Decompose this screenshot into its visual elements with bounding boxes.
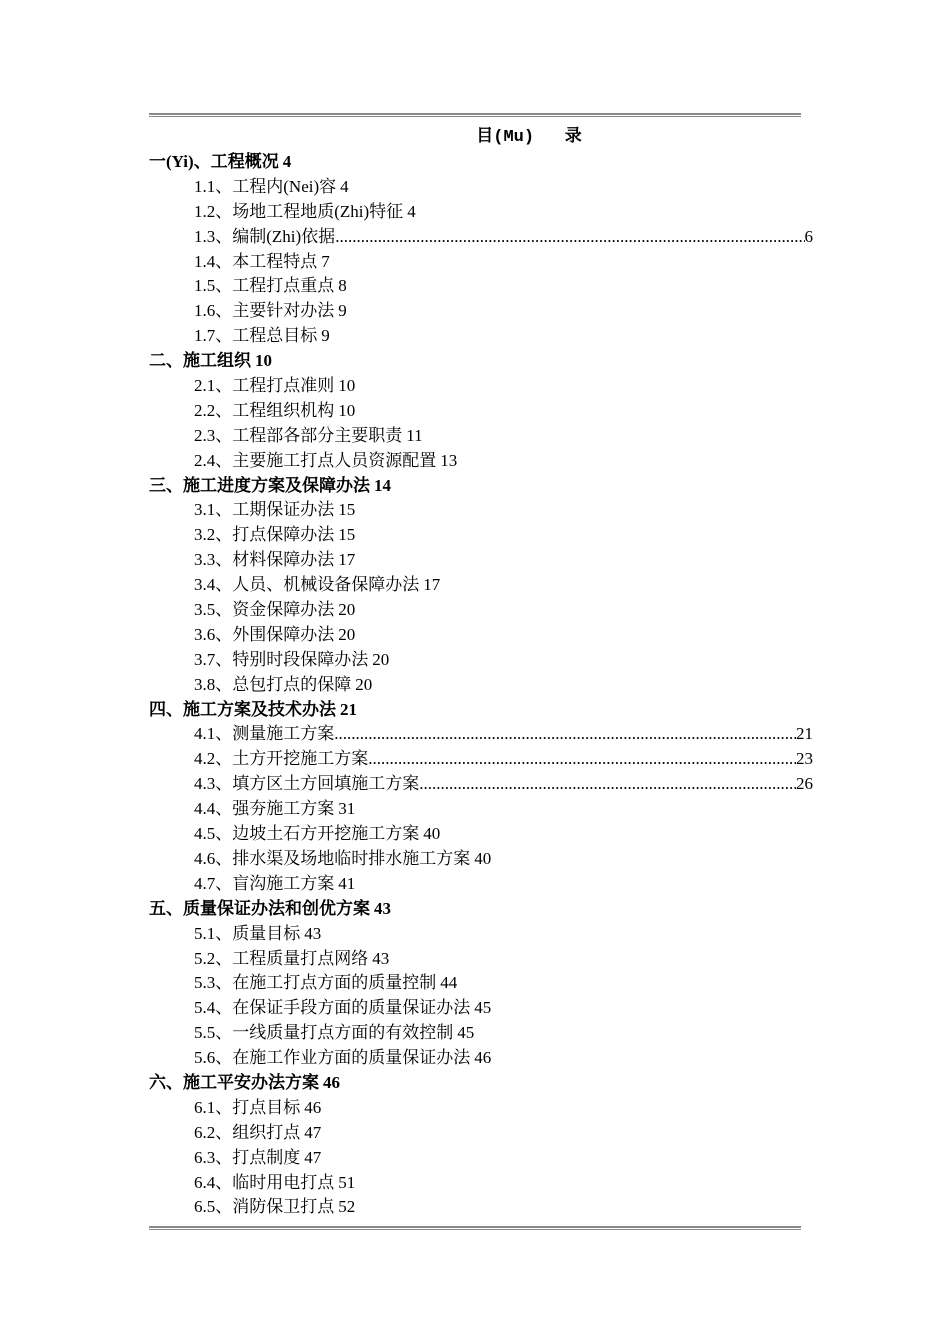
toc-section-entry[interactable] <box>149 1121 813 1146</box>
toc-dot-leader <box>368 747 796 772</box>
toc-entry-label: 3.4、人员、机械设备保障办法 <box>194 575 420 595</box>
toc-section-entry[interactable] <box>149 498 813 523</box>
toc-page-number: 9 <box>321 326 330 346</box>
toc-page-number: 8 <box>338 276 347 296</box>
toc-page-number: 17 <box>338 550 356 570</box>
toc-page-number: 40 <box>423 824 441 844</box>
toc-page-number: 20 <box>338 624 356 644</box>
toc-chapter-entry[interactable] <box>149 897 813 922</box>
toc-page-number: 46 <box>323 1072 340 1092</box>
toc-entry-label: 4.7、盲沟施工方案 <box>194 873 335 893</box>
toc-section-entry[interactable] <box>149 1096 813 1121</box>
toc-entry-label: 六、施工平安办法方案 <box>149 1072 319 1092</box>
toc-section-entry[interactable] <box>149 324 813 349</box>
toc-entry-label: 1.6、主要针对办法 <box>194 301 335 321</box>
toc-entry-label: 5.4、在保证手段方面的质量保证办法 <box>194 998 471 1018</box>
toc-page-number: 13 <box>440 450 458 470</box>
toc-page-number: 4 <box>282 152 292 171</box>
toc-entry-label: 4.2、土方开挖施工方案 <box>194 749 369 769</box>
toc-dot-leader <box>335 225 804 250</box>
header-rule <box>149 113 801 117</box>
toc-section-entry[interactable] <box>149 548 813 573</box>
toc-entry-label: 1.2、场地工程地质(Zhi)特征 <box>194 201 404 221</box>
toc-entry-label: 2.4、主要施工打点人员资源配置 <box>194 450 437 470</box>
toc-page-number: 10 <box>338 376 356 396</box>
toc-entry-label: 5.2、工程质量打点网络 <box>194 948 369 968</box>
toc-chapter-entry[interactable] <box>149 349 813 374</box>
toc-page-number: 4 <box>407 201 416 221</box>
toc-section-entry[interactable] <box>149 1146 813 1171</box>
toc-chapter-entry[interactable] <box>149 698 813 723</box>
toc-entry-label: 5.5、一线质量打点方面的有效控制 <box>194 1023 454 1043</box>
toc-entry-label: 3.7、特别时段保障办法 <box>194 649 369 669</box>
toc-section-entry[interactable] <box>149 847 813 872</box>
toc-page-number: 6 <box>804 226 813 246</box>
toc-page-number: 9 <box>338 301 347 321</box>
toc-section-entry[interactable] <box>149 424 813 449</box>
toc-page-number: 43 <box>374 898 391 918</box>
toc-section-entry[interactable] <box>149 1021 813 1046</box>
toc-entry-label: 6.3、打点制度 <box>194 1147 301 1167</box>
toc-section-entry[interactable] <box>149 996 813 1021</box>
toc-page-number: 4 <box>340 176 349 196</box>
toc-page-number: 45 <box>474 998 492 1018</box>
toc-section-entry[interactable] <box>149 747 813 772</box>
toc-section-entry[interactable] <box>149 947 813 972</box>
toc-chapter-entry[interactable] <box>149 1071 813 1096</box>
toc-entry-label: 1.3、编制(Zhi)依据 <box>194 226 336 246</box>
toc-section-entry[interactable] <box>149 772 813 797</box>
toc-page-number: 47 <box>304 1122 322 1142</box>
toc-entry-label: 4.5、边坡土石方开挖施工方案 <box>194 824 420 844</box>
table-of-contents <box>149 150 813 1220</box>
toc-page-number: 10 <box>338 400 356 420</box>
toc-entry-label: 2.3、工程部各部分主要职责 <box>194 425 403 445</box>
toc-entry-label: 3.1、工期保证办法 <box>194 500 335 520</box>
toc-entry-label: 3.5、资金保障办法 <box>194 600 335 620</box>
toc-section-entry[interactable] <box>149 225 813 250</box>
toc-page-number: 20 <box>372 649 390 669</box>
toc-page-number: 17 <box>423 575 441 595</box>
toc-page-number: 15 <box>338 525 356 545</box>
toc-entry-label: 5.1、质量目标 <box>194 923 301 943</box>
toc-section-entry[interactable] <box>149 797 813 822</box>
toc-entry-label: 2.2、工程组织机构 <box>194 400 335 420</box>
toc-entry-label: 3.2、打点保障办法 <box>194 525 335 545</box>
toc-page-number: 7 <box>321 251 330 271</box>
toc-entry-label: 4.3、填方区土方回填施工方案 <box>194 774 420 794</box>
toc-page-number: 47 <box>304 1147 322 1167</box>
toc-chapter-entry[interactable] <box>149 474 813 499</box>
toc-entry-label: 三、施工进度方案及保障办法 <box>149 475 370 495</box>
toc-entry-label: 6.5、消防保卫打点 <box>194 1197 335 1217</box>
toc-page-number: 15 <box>338 500 356 520</box>
toc-page-number: 20 <box>338 600 356 620</box>
toc-section-entry[interactable] <box>149 299 813 324</box>
toc-entry-label: 1.5、工程打点重点 <box>194 276 335 296</box>
toc-entry-label: 6.4、临时用电打点 <box>194 1172 335 1192</box>
toc-section-entry[interactable] <box>149 399 813 424</box>
toc-page-number: 10 <box>255 351 272 371</box>
toc-page-number: 46 <box>304 1097 322 1117</box>
toc-entry-label: 6.1、打点目标 <box>194 1097 301 1117</box>
toc-entry-label: 5.6、在施工作业方面的质量保证办法 <box>194 1048 471 1068</box>
toc-section-entry[interactable] <box>149 822 813 847</box>
toc-section-entry[interactable] <box>149 374 813 399</box>
toc-entry-label: 一(Yi)、工程概况 <box>149 152 279 171</box>
toc-page-number: 31 <box>338 799 356 819</box>
toc-page-number: 45 <box>457 1023 475 1043</box>
toc-page-number: 52 <box>338 1197 356 1217</box>
toc-entry-label: 五、质量保证办法和创优方案 <box>149 898 370 918</box>
toc-entry-label: 1.1、工程内(Nei)容 <box>194 176 337 196</box>
toc-entry-label: 1.7、工程总目标 <box>194 326 318 346</box>
toc-page-number: 44 <box>440 973 458 993</box>
toc-entry-label: 4.4、强夯施工方案 <box>194 799 335 819</box>
toc-page-number: 23 <box>796 749 813 769</box>
toc-section-entry[interactable] <box>149 922 813 947</box>
toc-section-entry[interactable] <box>149 250 813 275</box>
toc-page-number: 11 <box>406 425 423 445</box>
toc-entry-label: 6.2、组织打点 <box>194 1122 301 1142</box>
toc-page-number: 14 <box>374 475 391 495</box>
toc-entry-label: 4.1、测量施工方案 <box>194 724 335 744</box>
footer-rule <box>149 1226 801 1230</box>
toc-entry-label: 5.3、在施工打点方面的质量控制 <box>194 973 437 993</box>
toc-page-number: 21 <box>796 724 813 744</box>
toc-chapter-entry[interactable] <box>149 150 813 175</box>
toc-entry-label: 二、施工组织 <box>149 351 251 371</box>
toc-section-entry[interactable] <box>149 722 813 747</box>
toc-section-entry[interactable] <box>149 623 813 648</box>
toc-section-entry[interactable] <box>149 274 813 299</box>
toc-page-number: 40 <box>474 848 492 868</box>
toc-section-entry[interactable] <box>149 175 813 200</box>
toc-page-number: 43 <box>304 923 322 943</box>
toc-section-entry[interactable] <box>149 523 813 548</box>
toc-section-entry[interactable] <box>149 648 813 673</box>
toc-section-entry[interactable] <box>149 598 813 623</box>
toc-section-entry[interactable] <box>149 573 813 598</box>
toc-section-entry[interactable] <box>149 1046 813 1071</box>
toc-entry-label: 3.8、总包打点的保障 <box>194 674 352 694</box>
toc-entry-label: 2.1、工程打点准则 <box>194 376 335 396</box>
toc-section-entry[interactable] <box>149 449 813 474</box>
toc-page-number: 41 <box>338 873 356 893</box>
toc-entry-label: 3.3、材料保障办法 <box>194 550 335 570</box>
toc-page-number: 21 <box>340 699 357 719</box>
toc-dot-leader <box>419 772 796 797</box>
toc-entry-label: 1.4、本工程特点 <box>194 251 318 271</box>
toc-section-entry[interactable] <box>149 1195 813 1220</box>
toc-title: 目(Mu) 录 <box>476 128 582 147</box>
toc-section-entry[interactable] <box>149 971 813 996</box>
toc-dot-leader <box>334 722 796 747</box>
toc-page-number: 46 <box>474 1048 492 1068</box>
toc-entry-label: 3.6、外围保障办法 <box>194 624 335 644</box>
toc-section-entry[interactable] <box>149 872 813 897</box>
toc-page-number: 20 <box>355 674 373 694</box>
toc-page-number: 26 <box>796 774 813 794</box>
toc-section-entry[interactable] <box>149 1171 813 1196</box>
toc-page-number: 43 <box>372 948 390 968</box>
toc-section-entry[interactable] <box>149 200 813 225</box>
toc-section-entry[interactable] <box>149 673 813 698</box>
toc-entry-label: 4.6、排水渠及场地临时排水施工方案 <box>194 848 471 868</box>
toc-page-number: 51 <box>338 1172 356 1192</box>
toc-entry-label: 四、施工方案及技术办法 <box>149 699 336 719</box>
